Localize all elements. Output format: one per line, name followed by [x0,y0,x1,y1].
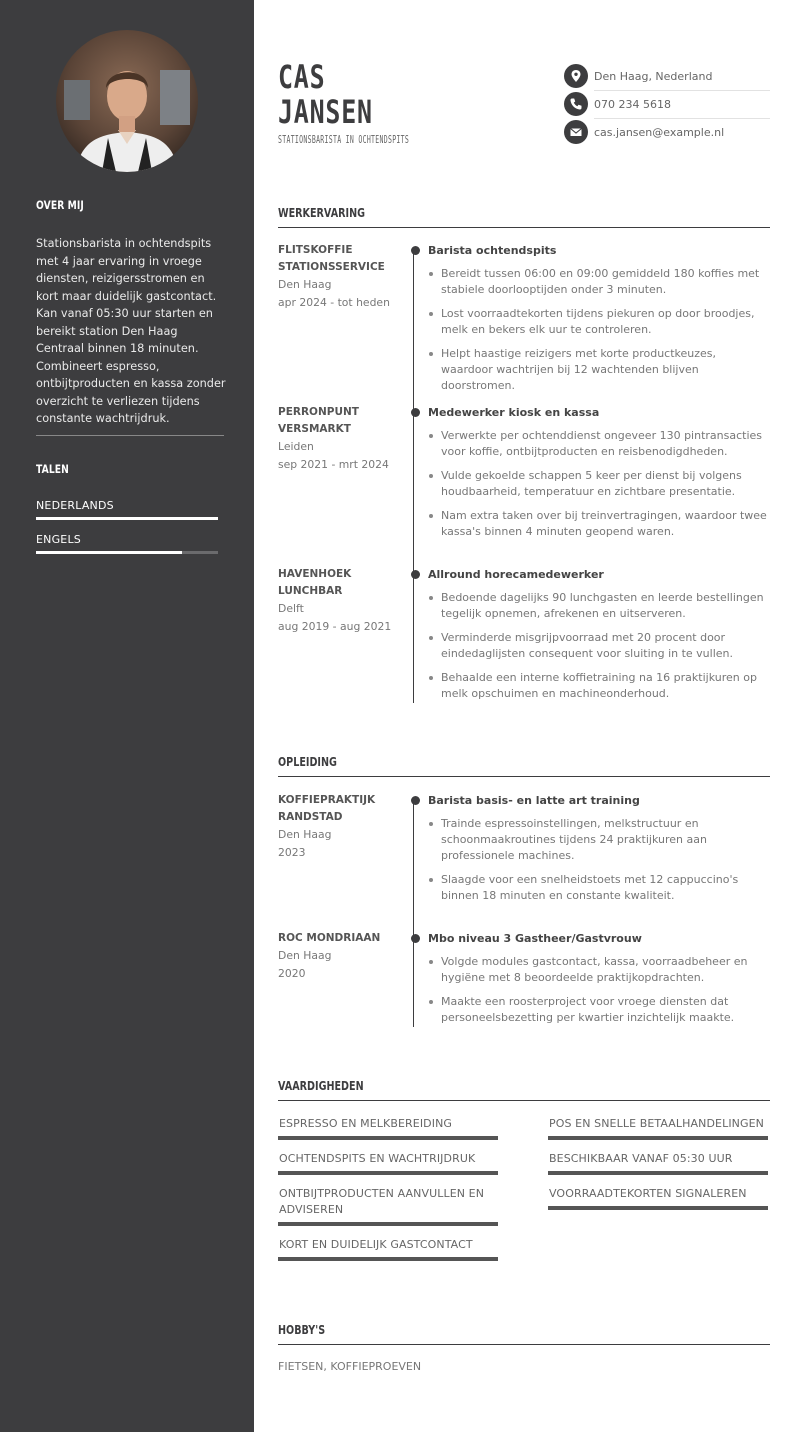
bullet-item: Verminderde misgrijpvoorraad met 20 procent door eindedaglijsten consequent voor sluiting in te vullen. [428,630,770,662]
bullet-item: Bedoende dagelijks 90 lunchgasten en leerde bestellingen tegelijk opnemen, afrekenen en uitserveren. [428,590,770,622]
phone-icon [564,92,588,116]
employer: HAVENHOEK LUNCHBAR [278,568,352,597]
location: Delft [278,602,304,615]
contact-location [564,63,770,91]
employer: FLITSKOFFIE STATIONSSERVICE [278,244,385,273]
course-title: Mbo niveau 3 Gastheer/Gastvrouw [428,932,642,945]
skill-bar [278,1222,498,1226]
employer: PERRONPUNT VERSMARKT [278,406,359,435]
skill-label: VOORRAADTEKORTEN SIGNALEREN [549,1187,747,1200]
experience-timeline [413,250,414,703]
hobbies-heading [278,1323,770,1345]
bullet-item: Bereidt tussen 06:00 en 09:00 gemiddeld 180 koffies met stabiele doorlooptijden onder 3 minuten. [428,266,770,298]
timeline-dot [411,570,420,579]
location: Den Haag [278,828,332,841]
bullet-item: Lost voorraadtekorten tijdens piekuren op door broodjes, melk en bekers elk uur te controleren. [428,306,770,338]
skill-bar [548,1171,768,1175]
bullet-item: Trainde espressoinstellingen, melkstructuur en schoonmaakroutines tijdens 24 praktijkuren aan professionele machines. [428,816,770,864]
job-title: Allround horecamedewerker [428,568,604,581]
timeline-dot [411,796,420,805]
skill-item [548,1116,768,1140]
language-level-bar [36,551,218,554]
main-content [254,0,794,1432]
location: Den Haag [278,278,332,291]
bullet-item: Slaagde voor een snelheidstoets met 12 cappuccino's binnen 18 minuten en constante kwaliteit. [428,872,770,904]
contact-phone [564,91,770,119]
contact-location-text: Den Haag, Nederland [594,70,713,83]
date-range: sep 2021 - mrt 2024 [278,458,389,471]
job-subtitle: STATIONSBARISTA IN OCHTENDSPITS [278,134,410,146]
education-heading [278,755,770,777]
skill-label: KORT EN DUIDELIJK GASTCONTACT [279,1238,473,1251]
sidebar-divider [36,435,224,436]
bullet-item: Nam extra taken over bij treinvertragingen, waardoor twee kassa's binnen 4 minuten geopend waren. [428,508,770,540]
year: 2020 [278,967,306,980]
languages-heading: TALEN [36,462,69,476]
bullet-list [428,590,770,702]
bullet-list [428,954,770,1026]
skill-label: BESCHIKBAAR VANAF 05:30 UUR [549,1152,733,1165]
course-title: Barista basis- en latte art training [428,794,640,807]
about-text: Stationsbarista in ochtendspits met 4 jaar ervaring in vroege diensten, reizigersstromen en kort maar duidelijk gastcontact. Kan vanaf 05:30 uur starten en bereikt station Den Haag Centraal binnen 18 minuten. Combineert espresso, ontbijtproducten en kassa zonder overzicht te verliezen tijdens constante wachtrijdruk. [36,237,226,425]
skill-label: POS EN SNELLE BETAALHANDELINGEN [549,1117,765,1130]
language-name: NEDERLANDS [36,499,114,512]
timeline-dot [411,246,420,255]
profile-photo [56,30,198,172]
location: Den Haag [278,949,332,962]
skill-bar [278,1171,498,1175]
language-level-bar [36,517,218,520]
contact-email-text: cas.jansen@example.nl [594,126,725,139]
skill-label: OCHTENDSPITS EN WACHTRIJDRUK [279,1152,476,1165]
date-range: aug 2019 - aug 2021 [278,620,392,633]
language-item [36,499,218,520]
skill-item [278,1237,498,1261]
school: KOFFIEPRAKTIJK RANDSTAD [278,794,376,823]
language-item [36,533,218,554]
skills-heading [278,1079,770,1101]
job-title: Medewerker kiosk en kassa [428,406,600,419]
about-heading: OVER MIJ [36,198,84,212]
bullet-item: Volgde modules gastcontact, kassa, voorraadbeheer en hygiëne met 8 beoordeelde praktijkopdrachten. [428,954,770,986]
bullet-list [428,266,770,394]
mail-icon [564,120,588,144]
language-level-fill [36,551,182,554]
job-title: Barista ochtendspits [428,244,557,257]
location-pin-icon [564,64,588,88]
experience-heading-text: WERKERVARING [278,206,366,220]
location: Leiden [278,440,314,453]
skill-bar [548,1206,768,1210]
timeline-dot [411,408,420,417]
skills-heading-text: VAARDIGHEDEN [278,1079,364,1093]
language-name: ENGELS [36,533,81,546]
bullet-list [428,816,770,904]
year: 2023 [278,846,306,859]
bullet-item: Maakte een roosterproject voor vroege diensten dat personeelsbezetting per kwartier inzichtelijk maakte. [428,994,770,1026]
skill-item [278,1151,498,1175]
bullet-list [428,428,770,540]
first-name: CAS [278,58,326,96]
contact-phone-text: 070 234 5618 [594,98,671,111]
timeline-dot [411,934,420,943]
skill-bar [278,1257,498,1261]
skill-item [548,1186,768,1210]
experience-heading [278,206,770,228]
contact-email [564,119,770,147]
hobbies-text: FIETSEN, KOFFIEPROEVEN [278,1360,422,1373]
education-heading-text: OPLEIDING [278,755,337,769]
bullet-item: Helpt haastige reizigers met korte productkeuzes, waardoor wachtrijen bij 12 wachtenden blijven doorstromen. [428,346,770,394]
skill-item [278,1116,498,1140]
last-name: JANSEN [278,93,373,131]
bullet-item: Vulde gekoelde schappen 5 keer per dienst bij volgens houdbaarheid, temperatuur en zichtbare presentatie. [428,468,770,500]
sidebar [0,0,254,1432]
bullet-item: Behaalde een interne koffietraining na 16 praktijkuren op melk opschuimen en machineonderhoud. [428,670,770,702]
school: ROC MONDRIAAN [278,932,381,944]
skill-label: ONTBIJTPRODUCTEN AANVULLEN EN ADVISEREN [279,1187,485,1216]
skill-item [548,1151,768,1175]
skill-label: ESPRESSO EN MELKBEREIDING [279,1117,453,1130]
language-level-fill [36,517,218,520]
hobbies-heading-text: HOBBY'S [278,1323,326,1337]
education-timeline [413,800,414,1027]
bullet-item: Verwerkte per ochtenddienst ongeveer 130 pintransacties voor koffie, ontbijtproducten en reisbenodigdheden. [428,428,770,460]
skill-item [278,1186,498,1226]
date-range: apr 2024 - tot heden [278,296,390,309]
skill-bar [278,1136,498,1140]
skill-bar [548,1136,768,1140]
